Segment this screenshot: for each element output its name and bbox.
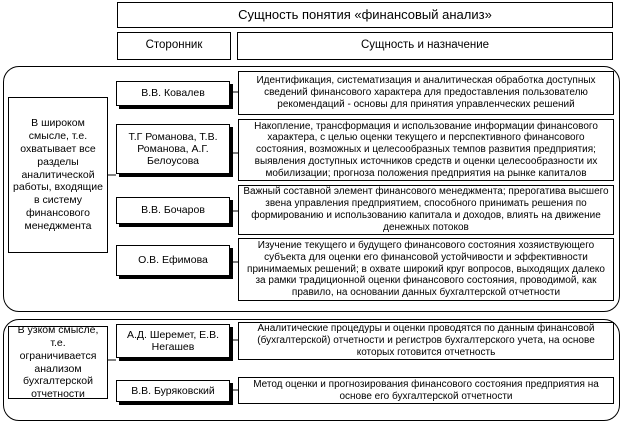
diagram-title	[117, 2, 613, 28]
broad-sense-label-text: В широком смысле, т.е. охватывает все разделы аналитической работы, входящие в систему финансового менеджмента	[13, 117, 103, 232]
column-header-author-text: Сторонник	[145, 39, 203, 52]
author-bocharov	[116, 197, 230, 224]
author-romanova-belousova-text: Т.Г Романова, Т.В. Романова, А.Г. Белоусова	[128, 130, 218, 168]
broad-sense-label	[8, 97, 108, 253]
author-bocharov-text: В.В. Бочаров	[141, 204, 205, 217]
essence-efimova	[238, 238, 614, 301]
author-buryakovsky	[116, 380, 230, 402]
essence-romanova-belousova	[238, 119, 614, 181]
essence-sheremet-negashev-text: Аналитические процедуры и оценки проводятся по данным финансовой (бухгалтерской) отчетности и регистров бухгалтерского учета, на основе которых готовится отчетность	[257, 323, 595, 358]
author-buryakovsky-text: В.В. Буряковский	[131, 384, 215, 397]
author-sheremet-negashev	[116, 324, 230, 358]
narrow-sense-label	[8, 326, 108, 399]
author-kovalev	[116, 81, 230, 106]
essence-kovalev-text: Идентификация, систематизация и аналитическая обработка доступных сведений финансового характера для предоставления пользователю рекомендаций - основы для принятия управленческих решений	[256, 75, 596, 110]
essence-buryakovsky-text: Метод оценки и прогнозирования финансового состояния предприятия на основе его бухгалтерской отчетности	[253, 378, 599, 402]
essence-bocharov-text: Важный составной элемент финансового менеджмента; прерогатива высшего звена управления предприятием, способного принимать решения по формированию и использованию капитала и доходов, влиять на движение денежных потоков	[243, 186, 609, 233]
narrow-sense-label-text: В узком смысле, т.е. ограничивается анализом бухгалтерской отчетности	[17, 324, 99, 401]
column-header-essence	[237, 32, 613, 60]
column-header-essence-text: Сущность и назначение	[360, 39, 490, 52]
author-romanova-belousova	[116, 124, 230, 174]
author-kovalev-text: В.В. Ковалев	[141, 87, 205, 100]
essence-bocharov	[238, 185, 614, 235]
author-efimova	[116, 245, 230, 276]
diagram-title-text: Сущность понятия «финансовый анализ»	[238, 6, 492, 22]
essence-romanova-belousova-text: Накопление, трансформация и использование информации финансового характера, с целью оценки текущего и перспективного финансового состояния, возможных и целесообразных темпов развития предприятия; выявления доступных источников средств и оценки целесообразности их мобилизации; прогноза положения предприятия на рынке капиталов	[254, 120, 598, 179]
column-header-author	[117, 32, 231, 60]
author-efimova-text: О.В. Ефимова	[138, 254, 208, 267]
author-sheremet-negashev-text: А.Д. Шеремет, Е.В. Негашев	[126, 328, 220, 353]
essence-efimova-text: Изучение текущего и будущего финансового состояния хозяиствующего субъекта для оценки его финансовой устойчивости и эффективности принимаемых решений; в охвате широкий круг вопросов, выходящих далеко за рамки традиционной оценки финансового состояния, проводимой, как правило, на основании данных бухгалтерской отчетности	[247, 240, 605, 299]
essence-buryakovsky	[238, 377, 614, 404]
essence-kovalev	[238, 71, 614, 115]
essence-sheremet-negashev	[238, 322, 614, 360]
